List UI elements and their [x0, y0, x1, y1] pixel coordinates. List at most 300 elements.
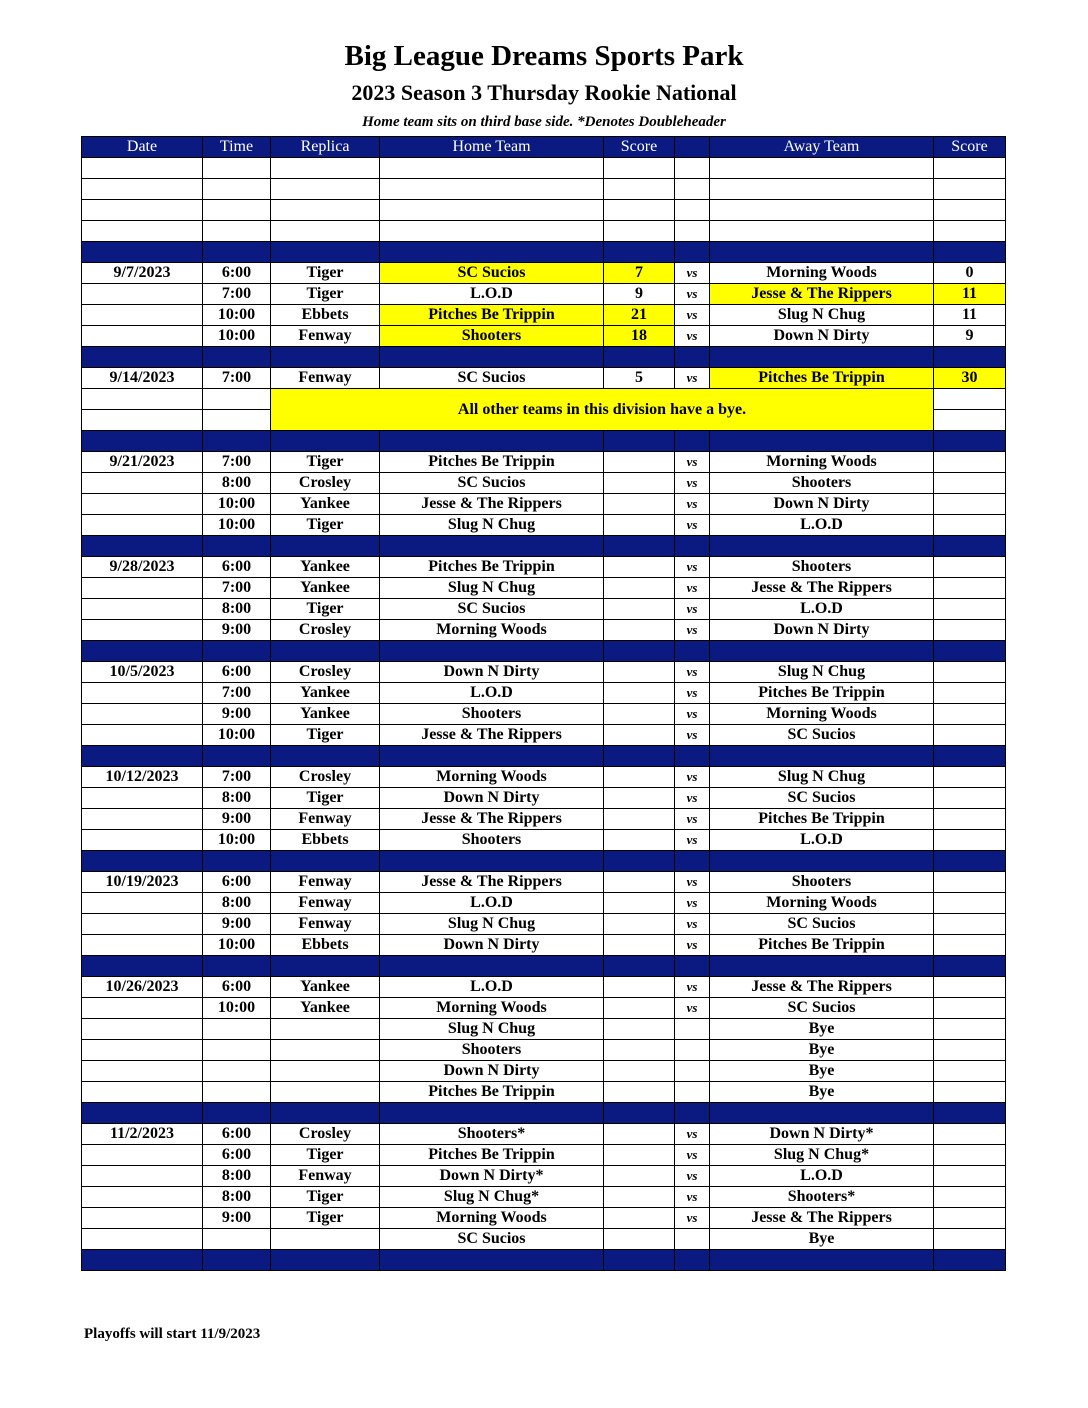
- separator-cell: [380, 347, 604, 368]
- vs-cell: vs: [675, 473, 710, 494]
- away-team-cell: L.O.D: [710, 830, 934, 851]
- separator-cell: [203, 536, 271, 557]
- away-score-cell: [934, 683, 1006, 704]
- away-team-cell: Slug N Chug*: [710, 1145, 934, 1166]
- home-score-cell: [604, 704, 675, 725]
- vs-cell: vs: [675, 767, 710, 788]
- home-score-cell: [604, 515, 675, 536]
- home-team-cell: SC Sucios: [380, 473, 604, 494]
- separator-row: [82, 242, 1006, 263]
- date-cell: [82, 473, 203, 494]
- empty-cell: [934, 200, 1006, 221]
- replica-cell: Tiger: [271, 284, 380, 305]
- home-team-cell: SC Sucios: [380, 263, 604, 284]
- separator-cell: [203, 242, 271, 263]
- home-score-cell: 9: [604, 284, 675, 305]
- empty-cell: [271, 179, 380, 200]
- separator-row: [82, 1250, 1006, 1271]
- away-score-cell: [934, 1229, 1006, 1250]
- time-cell: 7:00: [203, 767, 271, 788]
- separator-cell: [675, 347, 710, 368]
- replica-cell: Yankee: [271, 683, 380, 704]
- time-cell: [203, 1040, 271, 1061]
- replica-cell: Tiger: [271, 725, 380, 746]
- replica-cell: [271, 1061, 380, 1082]
- game-row: [82, 1124, 1006, 1145]
- col-home-score: Score: [604, 137, 675, 158]
- time-cell: 8:00: [203, 1187, 271, 1208]
- separator-cell: [604, 746, 675, 767]
- date-cell: [82, 1208, 203, 1229]
- vs-cell: vs: [675, 872, 710, 893]
- date-cell: [82, 1145, 203, 1166]
- date-cell: [82, 620, 203, 641]
- time-cell: [203, 389, 271, 410]
- home-team-cell: Morning Woods: [380, 767, 604, 788]
- separator-cell: [203, 1250, 271, 1271]
- time-cell: [203, 1229, 271, 1250]
- replica-cell: Crosley: [271, 767, 380, 788]
- home-score-cell: [604, 1061, 675, 1082]
- date-cell: [82, 1061, 203, 1082]
- empty-cell: [710, 179, 934, 200]
- time-cell: 9:00: [203, 809, 271, 830]
- replica-cell: Tiger: [271, 599, 380, 620]
- home-team-cell: SC Sucios: [380, 368, 604, 389]
- separator-cell: [675, 956, 710, 977]
- game-row: [82, 326, 1006, 347]
- schedule-note: Home team sits on third base side. *Denotes Doubleheader: [362, 114, 726, 130]
- home-score-cell: [604, 1187, 675, 1208]
- separator-cell: [82, 851, 203, 872]
- replica-cell: Yankee: [271, 977, 380, 998]
- empty-cell: [675, 200, 710, 221]
- separator-cell: [604, 1103, 675, 1124]
- replica-cell: Crosley: [271, 620, 380, 641]
- game-row: [82, 1145, 1006, 1166]
- vs-cell: vs: [675, 662, 710, 683]
- game-row: [82, 893, 1006, 914]
- home-team-cell: Jesse & The Rippers: [380, 725, 604, 746]
- date-cell: [82, 1019, 203, 1040]
- game-row: [82, 872, 1006, 893]
- separator-cell: [203, 431, 271, 452]
- home-team-cell: Pitches Be Trippin: [380, 557, 604, 578]
- away-team-cell: Slug N Chug: [710, 767, 934, 788]
- separator-cell: [271, 1250, 380, 1271]
- away-team-cell: Slug N Chug: [710, 662, 934, 683]
- separator-cell: [380, 431, 604, 452]
- separator-cell: [934, 1103, 1006, 1124]
- time-cell: 6:00: [203, 662, 271, 683]
- separator-cell: [380, 1103, 604, 1124]
- home-score-cell: [604, 683, 675, 704]
- time-cell: 9:00: [203, 914, 271, 935]
- game-row: [82, 914, 1006, 935]
- separator-cell: [271, 641, 380, 662]
- home-team-cell: Down N Dirty: [380, 788, 604, 809]
- date-cell: 10/26/2023: [82, 977, 203, 998]
- separator-cell: [675, 746, 710, 767]
- date-cell: 10/12/2023: [82, 767, 203, 788]
- home-team-cell: Shooters: [380, 704, 604, 725]
- replica-cell: [271, 1229, 380, 1250]
- vs-cell: vs: [675, 368, 710, 389]
- home-score-cell: [604, 452, 675, 473]
- game-row: [82, 1082, 1006, 1103]
- game-row: [82, 284, 1006, 305]
- away-team-cell: Down N Dirty: [710, 620, 934, 641]
- away-score-cell: [934, 515, 1006, 536]
- replica-cell: Yankee: [271, 998, 380, 1019]
- home-score-cell: [604, 578, 675, 599]
- replica-cell: Fenway: [271, 1166, 380, 1187]
- game-row: [82, 1187, 1006, 1208]
- date-cell: [82, 725, 203, 746]
- home-team-cell: Jesse & The Rippers: [380, 494, 604, 515]
- away-team-cell: Pitches Be Trippin: [710, 368, 934, 389]
- game-row: [82, 452, 1006, 473]
- replica-cell: Crosley: [271, 662, 380, 683]
- separator-row: [82, 1103, 1006, 1124]
- separator-cell: [934, 1250, 1006, 1271]
- home-score-cell: [604, 473, 675, 494]
- home-score-cell: [604, 830, 675, 851]
- home-team-cell: SC Sucios: [380, 599, 604, 620]
- away-score-cell: [934, 452, 1006, 473]
- away-team-cell: Morning Woods: [710, 263, 934, 284]
- time-cell: 10:00: [203, 326, 271, 347]
- empty-row: [82, 158, 1006, 179]
- separator-cell: [710, 851, 934, 872]
- vs-cell: vs: [675, 494, 710, 515]
- game-row: [82, 830, 1006, 851]
- col-replica: Replica: [271, 137, 380, 158]
- game-row: [82, 305, 1006, 326]
- home-score-cell: 21: [604, 305, 675, 326]
- away-team-cell: Jesse & The Rippers: [710, 977, 934, 998]
- header-row: [82, 137, 1006, 158]
- separator-cell: [380, 641, 604, 662]
- replica-cell: Ebbets: [271, 305, 380, 326]
- home-team-cell: Pitches Be Trippin: [380, 1082, 604, 1103]
- away-team-cell: Shooters*: [710, 1187, 934, 1208]
- separator-cell: [934, 851, 1006, 872]
- away-team-cell: SC Sucios: [710, 725, 934, 746]
- separator-cell: [82, 641, 203, 662]
- separator-cell: [82, 1103, 203, 1124]
- home-score-cell: 7: [604, 263, 675, 284]
- away-score-cell: [934, 389, 1006, 410]
- away-score-cell: [934, 1208, 1006, 1229]
- vs-cell: vs: [675, 1187, 710, 1208]
- date-cell: [82, 305, 203, 326]
- separator-cell: [271, 536, 380, 557]
- separator-row: [82, 536, 1006, 557]
- away-score-cell: 11: [934, 284, 1006, 305]
- away-team-cell: L.O.D: [710, 1166, 934, 1187]
- replica-cell: Fenway: [271, 914, 380, 935]
- replica-cell: Ebbets: [271, 935, 380, 956]
- separator-cell: [82, 431, 203, 452]
- separator-cell: [380, 851, 604, 872]
- separator-cell: [271, 242, 380, 263]
- vs-cell: vs: [675, 683, 710, 704]
- separator-cell: [710, 347, 934, 368]
- game-row: [82, 578, 1006, 599]
- time-cell: 8:00: [203, 599, 271, 620]
- away-team-cell: Bye: [710, 1040, 934, 1061]
- game-row: [82, 494, 1006, 515]
- separator-cell: [934, 242, 1006, 263]
- game-row: [82, 1166, 1006, 1187]
- empty-cell: [203, 200, 271, 221]
- time-cell: 7:00: [203, 683, 271, 704]
- away-team-cell: Jesse & The Rippers: [710, 284, 934, 305]
- vs-cell: vs: [675, 704, 710, 725]
- empty-cell: [380, 221, 604, 242]
- home-score-cell: [604, 872, 675, 893]
- empty-cell: [710, 158, 934, 179]
- time-cell: 7:00: [203, 368, 271, 389]
- away-team-cell: Bye: [710, 1061, 934, 1082]
- time-cell: 10:00: [203, 494, 271, 515]
- separator-row: [82, 431, 1006, 452]
- away-score-cell: [934, 809, 1006, 830]
- empty-cell: [604, 200, 675, 221]
- game-row: [82, 599, 1006, 620]
- away-score-cell: [934, 914, 1006, 935]
- empty-cell: [604, 179, 675, 200]
- replica-cell: [271, 1040, 380, 1061]
- away-score-cell: [934, 557, 1006, 578]
- home-score-cell: [604, 935, 675, 956]
- date-cell: 9/28/2023: [82, 557, 203, 578]
- date-cell: [82, 830, 203, 851]
- time-cell: 6:00: [203, 557, 271, 578]
- empty-cell: [710, 221, 934, 242]
- game-row: [82, 620, 1006, 641]
- game-row: [82, 935, 1006, 956]
- separator-cell: [380, 956, 604, 977]
- home-score-cell: [604, 1229, 675, 1250]
- time-cell: 8:00: [203, 788, 271, 809]
- time-cell: 6:00: [203, 1124, 271, 1145]
- away-team-cell: Bye: [710, 1019, 934, 1040]
- time-cell: 8:00: [203, 473, 271, 494]
- away-team-cell: SC Sucios: [710, 914, 934, 935]
- separator-cell: [271, 851, 380, 872]
- away-score-cell: [934, 1040, 1006, 1061]
- empty-cell: [271, 200, 380, 221]
- date-cell: [82, 1187, 203, 1208]
- empty-cell: [675, 221, 710, 242]
- away-score-cell: [934, 410, 1006, 431]
- empty-cell: [675, 158, 710, 179]
- time-cell: 9:00: [203, 704, 271, 725]
- home-team-cell: Down N Dirty: [380, 662, 604, 683]
- away-score-cell: [934, 767, 1006, 788]
- separator-cell: [203, 746, 271, 767]
- empty-cell: [203, 221, 271, 242]
- away-score-cell: [934, 788, 1006, 809]
- separator-row: [82, 851, 1006, 872]
- schedule-body: [82, 158, 1006, 1271]
- home-score-cell: [604, 788, 675, 809]
- separator-cell: [82, 242, 203, 263]
- away-team-cell: L.O.D: [710, 515, 934, 536]
- away-score-cell: 11: [934, 305, 1006, 326]
- vs-cell: vs: [675, 788, 710, 809]
- vs-cell: vs: [675, 515, 710, 536]
- away-team-cell: Down N Dirty: [710, 494, 934, 515]
- time-cell: 10:00: [203, 725, 271, 746]
- separator-cell: [710, 1250, 934, 1271]
- home-score-cell: [604, 767, 675, 788]
- away-team-cell: Shooters: [710, 557, 934, 578]
- away-team-cell: Jesse & The Rippers: [710, 578, 934, 599]
- empty-cell: [710, 200, 934, 221]
- separator-cell: [82, 347, 203, 368]
- replica-cell: Fenway: [271, 809, 380, 830]
- vs-cell: vs: [675, 305, 710, 326]
- home-team-cell: Jesse & The Rippers: [380, 809, 604, 830]
- vs-cell: [675, 1082, 710, 1103]
- game-row: [82, 683, 1006, 704]
- date-cell: [82, 326, 203, 347]
- replica-cell: [271, 1019, 380, 1040]
- separator-cell: [934, 536, 1006, 557]
- home-score-cell: [604, 620, 675, 641]
- separator-cell: [675, 431, 710, 452]
- away-team-cell: Bye: [710, 1229, 934, 1250]
- date-cell: 11/2/2023: [82, 1124, 203, 1145]
- separator-row: [82, 746, 1006, 767]
- vs-cell: vs: [675, 284, 710, 305]
- time-cell: 9:00: [203, 620, 271, 641]
- away-score-cell: [934, 725, 1006, 746]
- col-date: Date: [82, 137, 203, 158]
- date-cell: [82, 599, 203, 620]
- separator-cell: [934, 641, 1006, 662]
- separator-cell: [380, 242, 604, 263]
- date-cell: [82, 683, 203, 704]
- away-score-cell: [934, 1019, 1006, 1040]
- time-cell: [203, 1082, 271, 1103]
- time-cell: 8:00: [203, 1166, 271, 1187]
- away-team-cell: Pitches Be Trippin: [710, 683, 934, 704]
- away-team-cell: Morning Woods: [710, 704, 934, 725]
- separator-cell: [675, 536, 710, 557]
- home-team-cell: L.O.D: [380, 683, 604, 704]
- away-score-cell: [934, 1061, 1006, 1082]
- replica-cell: Tiger: [271, 263, 380, 284]
- away-team-cell: Down N Dirty*: [710, 1124, 934, 1145]
- home-team-cell: Morning Woods: [380, 1208, 604, 1229]
- away-score-cell: [934, 662, 1006, 683]
- game-row: [82, 368, 1006, 389]
- separator-cell: [675, 242, 710, 263]
- home-team-cell: Shooters: [380, 830, 604, 851]
- separator-cell: [710, 1103, 934, 1124]
- time-cell: 7:00: [203, 284, 271, 305]
- away-team-cell: Jesse & The Rippers: [710, 1208, 934, 1229]
- date-cell: [82, 1229, 203, 1250]
- vs-cell: vs: [675, 578, 710, 599]
- away-team-cell: Morning Woods: [710, 893, 934, 914]
- replica-cell: Fenway: [271, 368, 380, 389]
- home-team-cell: Pitches Be Trippin: [380, 1145, 604, 1166]
- date-cell: [82, 788, 203, 809]
- time-cell: 10:00: [203, 830, 271, 851]
- replica-cell: Tiger: [271, 1187, 380, 1208]
- game-row: [82, 1040, 1006, 1061]
- replica-cell: Fenway: [271, 893, 380, 914]
- separator-cell: [271, 347, 380, 368]
- date-cell: [82, 1166, 203, 1187]
- vs-cell: vs: [675, 557, 710, 578]
- date-cell: [82, 1040, 203, 1061]
- time-cell: [203, 1061, 271, 1082]
- home-score-cell: [604, 893, 675, 914]
- separator-cell: [604, 641, 675, 662]
- time-cell: 7:00: [203, 578, 271, 599]
- away-score-cell: [934, 935, 1006, 956]
- empty-cell: [934, 221, 1006, 242]
- away-score-cell: 9: [934, 326, 1006, 347]
- home-team-cell: Shooters*: [380, 1124, 604, 1145]
- date-cell: [82, 893, 203, 914]
- home-score-cell: [604, 977, 675, 998]
- home-team-cell: Pitches Be Trippin: [380, 452, 604, 473]
- vs-cell: vs: [675, 998, 710, 1019]
- separator-cell: [604, 851, 675, 872]
- separator-cell: [271, 956, 380, 977]
- vs-cell: [675, 1229, 710, 1250]
- separator-cell: [710, 641, 934, 662]
- separator-row: [82, 347, 1006, 368]
- game-row: [82, 977, 1006, 998]
- vs-cell: vs: [675, 620, 710, 641]
- empty-cell: [675, 179, 710, 200]
- time-cell: 6:00: [203, 1145, 271, 1166]
- away-score-cell: [934, 893, 1006, 914]
- empty-row: [82, 179, 1006, 200]
- replica-cell: Tiger: [271, 515, 380, 536]
- time-cell: 7:00: [203, 452, 271, 473]
- home-score-cell: [604, 725, 675, 746]
- date-cell: [82, 410, 203, 431]
- home-score-cell: [604, 1166, 675, 1187]
- replica-cell: Crosley: [271, 1124, 380, 1145]
- date-cell: [82, 578, 203, 599]
- vs-cell: vs: [675, 1124, 710, 1145]
- game-row: [82, 788, 1006, 809]
- game-row: [82, 662, 1006, 683]
- empty-cell: [271, 221, 380, 242]
- away-team-cell: Bye: [710, 1082, 934, 1103]
- time-cell: 9:00: [203, 1208, 271, 1229]
- away-score-cell: [934, 1166, 1006, 1187]
- separator-cell: [934, 746, 1006, 767]
- vs-cell: vs: [675, 914, 710, 935]
- empty-cell: [82, 158, 203, 179]
- away-team-cell: Slug N Chug: [710, 305, 934, 326]
- game-row: [82, 557, 1006, 578]
- away-score-cell: [934, 1187, 1006, 1208]
- date-cell: 9/7/2023: [82, 263, 203, 284]
- date-cell: [82, 1082, 203, 1103]
